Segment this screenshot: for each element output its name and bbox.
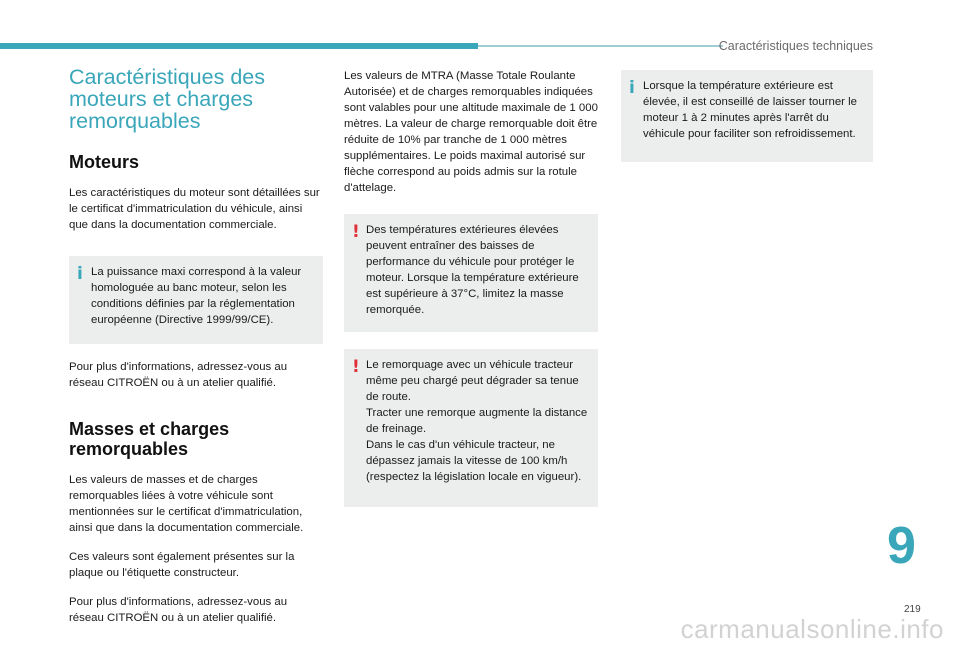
warning-box-remorquage: [344, 349, 598, 507]
info-text: Lorsque la température extérieure est élevée, il est conseillé de laisser tourner le moteur 1 à 2 minutes après l'arrêt du véhicule pour faciliter son refroidissement.: [643, 80, 858, 140]
warning-icon: !: [352, 222, 360, 242]
paragraph-moteurs: Les caractéristiques du moteur sont détaillées sur le certificat d'immatriculation du véhicule, ainsi que dans la documentation commerciale.: [69, 187, 320, 231]
paragraph-contact-1: Pour plus d'informations, adressez-vous au réseau CITROËN ou à un atelier qualifié.: [69, 361, 288, 389]
info-text: La puissance maxi correspond à la valeur homologuée au banc moteur, selon les conditions définies par la réglementation européenne (Directive 1999/99/CE).: [91, 266, 302, 326]
info-icon: i: [77, 264, 83, 284]
column-right: [621, 70, 873, 162]
column-left: [69, 66, 323, 639]
watermark: carmanualsonline.info: [680, 614, 944, 644]
chapter-number: 9: [887, 517, 916, 575]
section-header: Caractéristiques techniques: [718, 39, 873, 53]
page-number: 219: [904, 604, 921, 615]
paragraph-plaque: Ces valeurs sont également présentes sur la plaque ou l'étiquette constructeur.: [69, 551, 295, 579]
heading-masses: Masses et charges remorquables: [69, 419, 230, 459]
info-box-refroidissement: [621, 70, 873, 162]
header-accent-bar: [0, 43, 478, 49]
column-middle: [344, 68, 598, 507]
paragraph-contact-2: Pour plus d'informations, adressez-vous au réseau CITROËN ou à un atelier qualifié.: [69, 596, 288, 624]
heading-moteurs: Moteurs: [69, 152, 140, 172]
info-box-puissance: [69, 256, 323, 344]
warning-text: Des températures extérieures élevées peuvent entraîner des baisses de performance du véhicule pour protéger le moteur. Lorsque la température extérieure est supérieure à 37°C, limitez la masse remorquée.: [366, 224, 579, 316]
paragraph-mtra: Les valeurs de MTRA (Masse Totale Roulante Autorisée) et de charges remorquables indiquées sont valables pour une altitude maximale de 1 000 mètres. La valeur de charge remorquable doit être réduite de 10% par tranche de 1 000 mètres supplémentaires. Le poids maximal autorisé sur flèche correspond au poids admis sur la rotule d'attelage.: [344, 70, 598, 194]
page-title: Caractéristiques des moteurs et charges remorquables: [69, 65, 265, 133]
info-icon: i: [629, 78, 635, 98]
warning-box-temperature: [344, 214, 598, 332]
warning-icon: !: [352, 357, 360, 377]
paragraph-masses: Les valeurs de masses et de charges remorquables liées à votre véhicule sont mentionnées sur le certificat d'immatriculation, ainsi que dans la documentation commerciale.: [69, 474, 304, 534]
header-accent-line: [478, 45, 723, 47]
warning-text: Le remorquage avec un véhicule tracteur même peu chargé peut dégrader sa tenue de route. Tracter une remorque augmente la distance de freinage. Dans le cas d'un véhicule tracteur, ne dépassez jamais la vitesse de 100 km/h (respectez la législation locale en vigueur).: [366, 359, 588, 483]
